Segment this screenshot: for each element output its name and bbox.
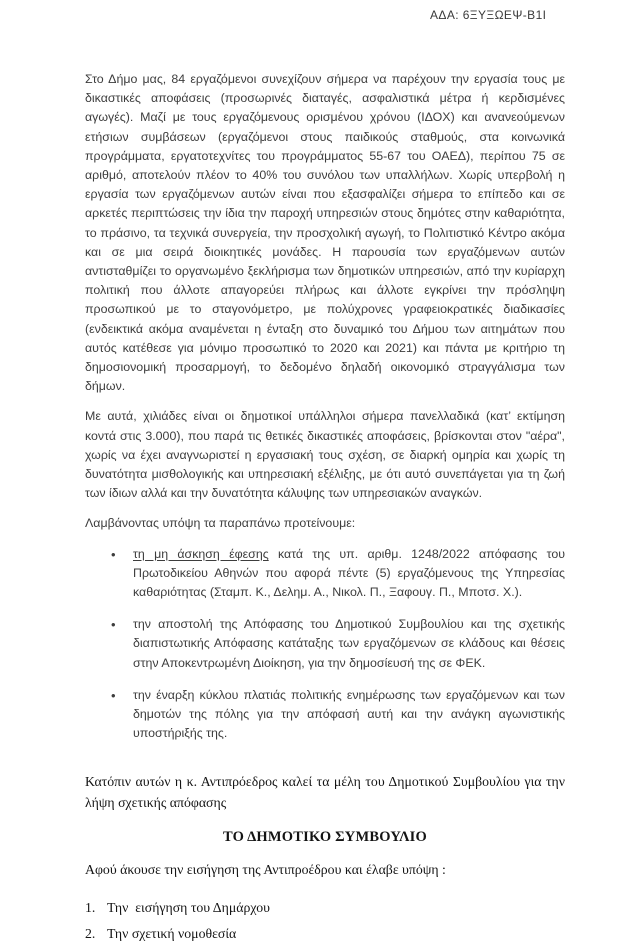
- paragraph-nationwide: Με αυτά, χιλιάδες είναι οι δημοτικοί υπάλληλοι σήμερα πανελλαδικά (κατ’ εκτίμηση κοντά στις 3.000), που παρά τις θετικές δικαστικές αποφάσεις, βρίσκονται στον "αέρα", χωρίς να έχει αναγνωριστεί η εργασιακή τους σχέση, σε διαρκή ομηρία και χωρίς τη δυνατότητα μισθολογικής και υπηρεσιακή εξέλιξης, με ότι αυτό συνεπάγεται για τη ζωή των ίδιων αλλά και την δυνατότητα κάλυψης των υπηρεσιακών αναγκών.: [85, 409, 565, 501]
- closing-paragraph: Κατόπιν αυτών η κ. Αντιπρόεδρος καλεί τα μέλη του Δημοτικού Συμβουλίου για την λήψη σχετικής απόφασης: [85, 773, 565, 810]
- numbered-item-mayor-recommendation: [85, 897, 565, 918]
- council-heading: ΤΟ ΔΗΜΟΤΙΚΟ ΣΥΜΒΟΥΛΙΟ: [223, 828, 427, 845]
- item-number: 2.: [85, 925, 96, 941]
- bullet-text: κατά της υπ. αριθμ. 1248/2022 απόφασης του Πρωτοδικείου Αθηνών που αφορά πέντε (5) εργαζόμενους της Υπηρεσίας καθαριότητας (Σταμπ. Κ., Δελημ. Α., Νικολ. Π., Ξαφουγ. Π., Μποτσ. Χ.).: [133, 546, 566, 600]
- proposal-intro: Λαμβάνοντας υπόψη τα παραπάνω προτείνουμε:: [85, 516, 356, 531]
- heard-line: Αφού άκουσε την εισήγηση της Αντιπροέδρου και έλαβε υπόψη :: [85, 861, 446, 877]
- closing-section: [85, 771, 565, 944]
- ada-code: ΑΔΑ: 6ΞΥΞΩΕΨ-Β1Ι: [430, 8, 547, 22]
- paragraph-employees: Στο Δήμο μας, 84 εργαζόμενοι συνεχίζουν σήμερα να παρέχουν την εργασία τους με δικαστικές αποφάσεις (προσωρινές διαταγές, ασφαλιστικά μέτρα ή κερδισμένες αγωγές). Μαζί με τους εργαζόμενους ορισμένου χρόνου (ΙΔΟΧ) και ανανεούμενων ετήσιων συμβάσεων (εργαζόμενοι στους παιδικούς σταθμούς, στα κοινωνικά προγράμματα, εργατοτεχνίτες του προγράμματος 55-67 του ΟΑΕΔ), περίπου 75 σε αριθμό, αποτελούν πλέον το 40% του συνόλου των υπαλλήλων. Χωρίς υπερβολή η εργασία των εργαζόμενων αυτών είναι που εξασφαλίζει σήμερα το επίπεδο και σε αρκετές περιπτώσεις την ίδια την παροχή υπηρεσιών στους δημότες στην καθαριότητα, το πράσινο, τα τεχνικά συνεργεία, την προσχολική αγωγή, το Πολιτιστικό Κέντρο ακόμα και σε μια σειρά διοικητικές μονάδες. Η παρουσία των εργαζόμενων αυτών αντισταθμίζει το οργανωμένο ξεκλήρισμα των δημοτικών υπηρεσιών, από την κυρίαρχη πολιτική που άλλοτε απαγορεύει πλήρως και άλλοτε εγκρίνει την πρόσληψη προσωπικού με το σταγονόμετρο, με πολύχρονες γραφειοκρατικές διαδικασίες (ενδεικτικά ακόμα αναμένεται η ένταξη στο δυναμικό του Δήμου των αιτημάτων που αυτός κατέθεσε για μόνιμο προσωπικό το 2020 και 2021) και πάντα με κριτήριο τη δημοσιονομική προσαρμογή, το δεδομένο δηλαδή οικονομικό στραγγάλισμα των δήμων.: [85, 72, 565, 394]
- bullet-text: την αποστολή της Απόφασης του Δημοτικού Συμβουλίου και της σχετικής διαπιστωτικής Απόφασης κατάταξης των εργαζόμενων σε κλάδους και θέσεις στην Αποκεντρωμένη Διοίκηση, για την δημοσίευσή της σε ΦΕΚ.: [133, 617, 565, 670]
- bullet-underlined-phrase: τη μη άσκηση έφεσης: [133, 546, 269, 561]
- proposal-bullet-list: [85, 545, 565, 744]
- bullet-item-information-campaign: [85, 686, 565, 744]
- bullet-item-no-appeal: [85, 545, 565, 603]
- item-number: 1.: [85, 899, 96, 915]
- document-body: [85, 70, 565, 949]
- item-text: Την εισήγηση του Δημάρχου: [107, 899, 270, 915]
- bullet-item-send-decision: [85, 615, 565, 673]
- numbered-item-legislation: [85, 923, 565, 944]
- bullet-text: την έναρξη κύκλου πλατιάς πολιτικής ενημέρωσης των εργαζόμενων και των δημοτών της πόλης για την απόφασή αυτή και την ανάγκη αγωνιστικής υποστήριξής της.: [133, 687, 565, 741]
- item-text: Την σχετική νομοθεσία: [107, 925, 237, 941]
